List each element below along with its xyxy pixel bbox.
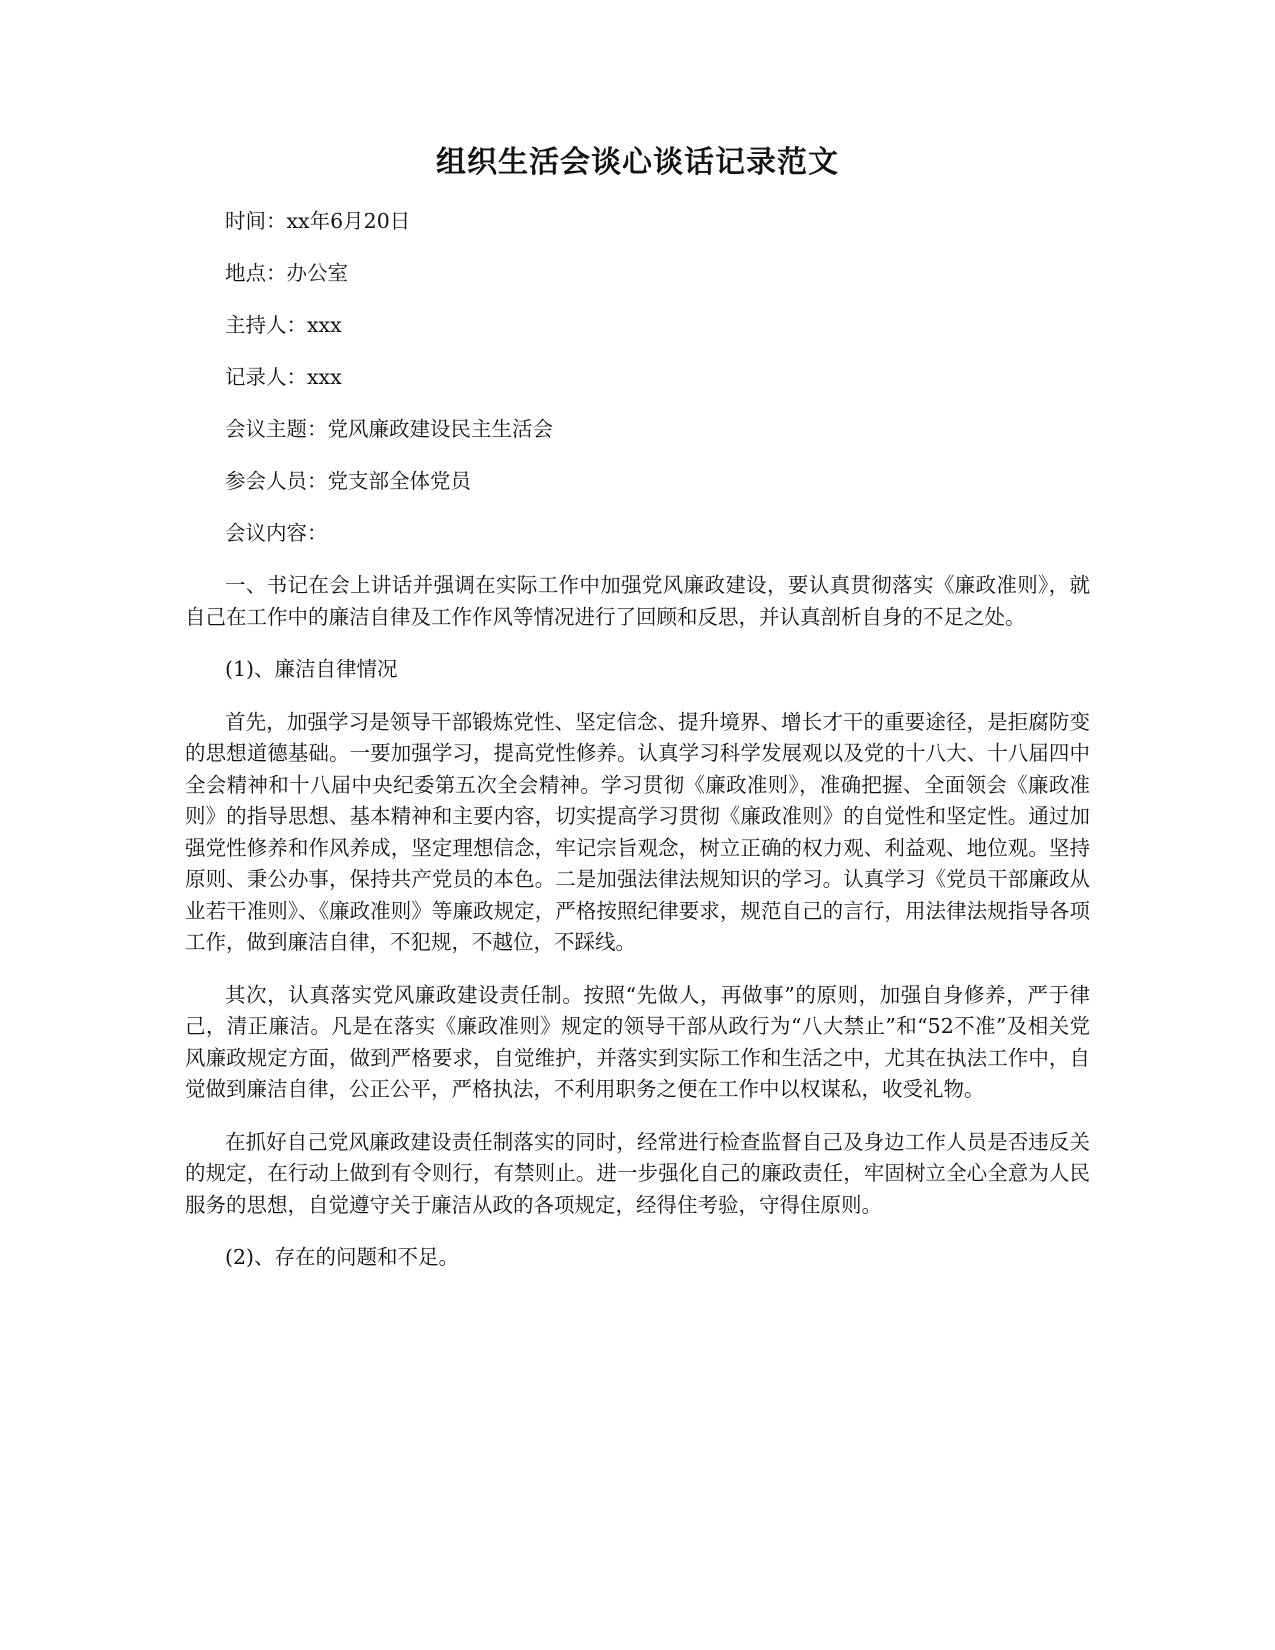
body-paragraph-first: 首先，加强学习是领导干部锻炼党性、坚定信念、提升境界、增长才干的重要途径，是拒腐防变的思想道德基础。一要加强学习，提高党性修养。认真学习科学发展观以及党的十八大、十八届四中全会精神和十八届中央纪委第五次全会精神。学习贯彻《廉政准则》，准确把握、全面领会《廉政准则》的指导思想、基本精神和主要内容，切实提高学习贯彻《廉政准则》的自觉性和坚定性。通过加强党性修养和作风养成，坚定理想信念，牢记宗旨观念，树立正确的权力观、利益观、地位观。坚持原则、秉公办事，保持共产党员的本色。二是加强法律法规知识的学习。认真学习《党员干部廉政从业若干准则》、《廉政准则》等廉政规定，严格按照纪律要求，规范自己的言行，用法律法规指导各项工作，做到廉洁自律，不犯规，不越位，不踩线。 [185,709,1090,954]
meeting-content-heading: 会议内容： [225,521,328,545]
subsection-heading-integrity: (1)、廉洁自律情况 [225,657,398,681]
document-title: 组织生活会谈心谈话记录范文 [436,145,839,180]
meeting-recorder: 记录人：xxx [225,365,342,389]
document-body [185,206,1090,1295]
meeting-location: 地点：办公室 [225,261,348,285]
subsection-heading-problems: (2)、存在的问题和不足。 [225,1245,460,1269]
meeting-time: 时间：xx年6月20日 [225,209,411,233]
body-paragraph-third: 在抓好自己党风廉政建设责任制落实的同时，经常进行检查监督自己及身边工作人员是否违反关的规定，在行动上做到有令则行，有禁则止。进一步强化自己的廉政责任，牢固树立全心全意为人民服务的思想，自觉遵守关于廉洁从政的各项规定，经得住考验，守得住原则。 [185,1129,1090,1217]
meeting-host: 主持人：xxx [225,313,342,337]
body-paragraph-second: 其次，认真落实党风廉政建设责任制。按照“先做人，再做事”的原则，加强自身修养，严于律己，清正廉洁。凡是在落实《廉政准则》规定的领导干部从政行为“八大禁止”和“52不准”及相关党风廉政规定方面，做到严格要求，自觉维护，并落实到实际工作和生活之中，尤其在执法工作中，自觉做到廉洁自律，公正公平，严格执法，不利用职务之便在工作中以权谋私，收受礼物。 [185,982,1090,1101]
meeting-attendees: 参会人员：党支部全体党员 [225,469,471,493]
section-one-paragraph: 一、书记在会上讲话并强调在实际工作中加强党风廉政建设，要认真贯彻落实《廉政准则》，就自己在工作中的廉洁自律及工作作风等情况进行了回顾和反思，并认真剖析自身的不足之处。 [185,573,1090,629]
meeting-theme: 会议主题：党风廉政建设民主生活会 [225,417,553,441]
